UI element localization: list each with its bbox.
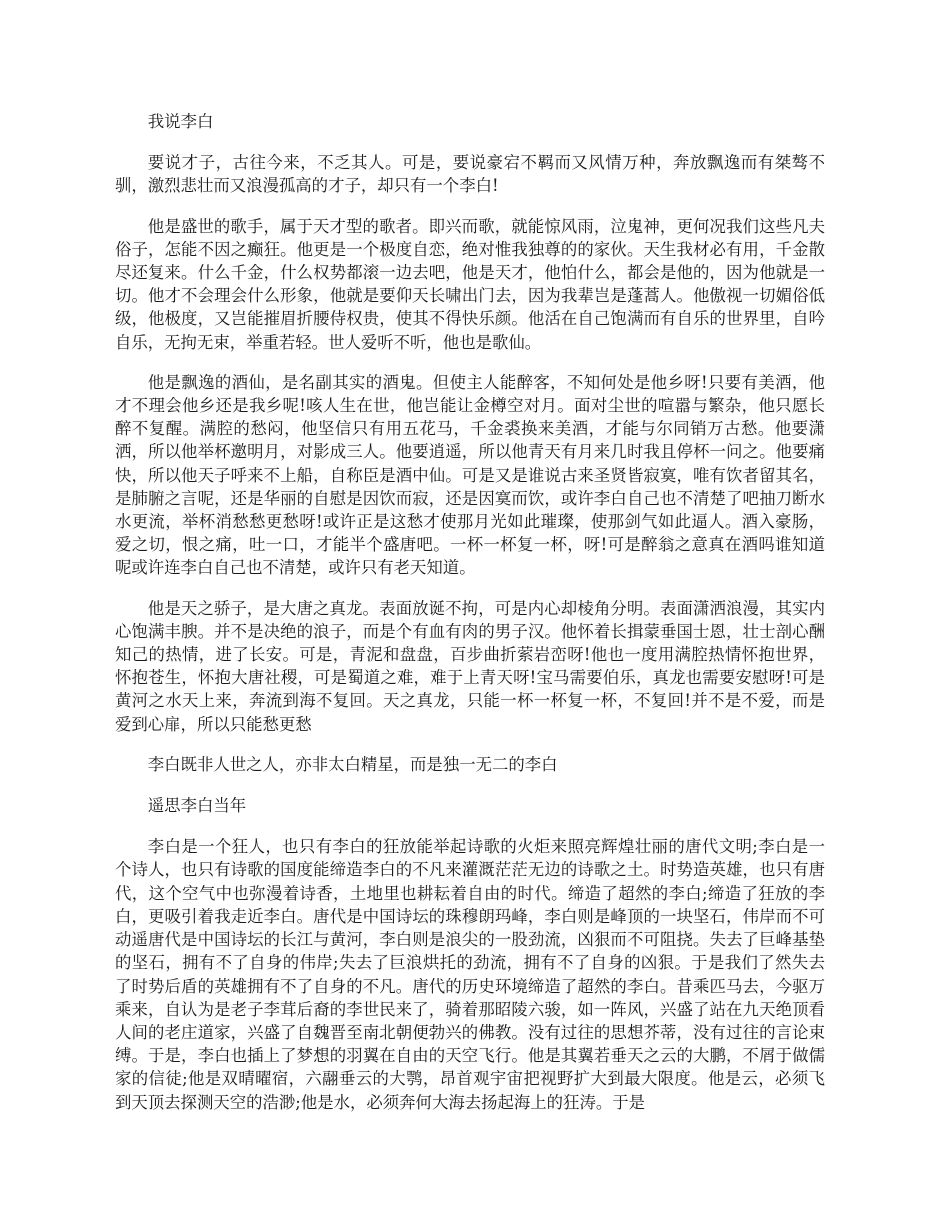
paragraph: 他是盛世的歌手，属于天才型的歌者。即兴而歌，就能惊风雨，泣鬼神，更何况我们这些凡夫俗子，怎能不因之癫狂。他更是一个极度自恋，绝对惟我独尊的的家伙。天生我材必有用，千金散尽还复来。什么千金，什么权势都滚一边去吧，他是天才，他怕什么，都会是他的，因为他就是一切。他才不会理会什么形象，他就是要仰天长啸出门去，因为我辈岂是蓬蒿人。他傲视一切媚俗低级，他极度，又岂能摧眉折腰侍权贵，使其不得快乐颜。他活在自己饱满而有自乐的世界里，自吟自乐，无拘无束，举重若轻。世人爱听不听，他也是歌仙。 xyxy=(115,216,825,352)
paragraph: 他是天之骄子，是大唐之真龙。表面放诞不拘，可是内心却棱角分明。表面潇洒浪漫，其实内心饱满丰腴。并不是决绝的浪子，而是个有血有肉的男子汉。他怀着长揖蒙垂国士恩，壮士剖心酬知己的热情，进了长安。可是，青泥和盘盘，百步曲折萦岩峦呀!他也一度用满腔热情怀抱世界，怀抱苍生，怀抱大唐社稷，可是蜀道之难，难于上青天呀!宝马需要伯乐，真龙也需要安慰呀!可是黄河之水天上来，奔流到海不复回。天之真龙，只能一杯一杯复一杯，不复回!并不是不爱，而是爱到心扉，所以只能愁更愁 xyxy=(115,598,825,734)
document-body xyxy=(115,110,825,1131)
paragraph: 要说才子，古往今来，不乏其人。可是，要说豪宕不羁而又风情万种，奔放飘逸而有桀骜不驯，激烈悲壮而又浪漫孤高的才子，却只有一个李白! xyxy=(115,153,825,196)
paragraph: 李白既非人世之人，亦非太白精星，而是独一无二的李白 xyxy=(147,754,558,774)
paragraph: 李白是一个狂人，也只有李白的狂放能举起诗歌的火炬来照亮辉煌壮丽的唐代文明;李白是一个诗人，也只有诗歌的国度能缔造李白的不凡来灌溉茫茫无边的诗歌之土。时势造英雄，也只有唐代，这个空气中也弥漫着诗香，土地里也耕耘着自由的时代。缔造了超然的李白;缔造了狂放的李白，更吸引着我走近李白。唐代是中国诗坛的珠穆朗玛峰，李白则是峰顶的一块坚石，伟岸而不可动遥唐代是中国诗坛的长江与黄河，李白则是浪尖的一股劲流，凶狠而不可阻挠。失去了巨峰基垫的坚石，拥有不了自身的伟岸;失去了巨浪烘托的劲流，拥有不了自身的凶狠。于是我们了然失去了时势后盾的英雄拥有不了自身的不凡。唐代的历史环境缔造了超然的李白。昔乘匹马去，今驱万乘来，自认为是老子李茸后裔的李世民来了，骑着那昭陵六骏，如一阵风，兴盛了站在九天绝顶看人间的老庄道家，兴盛了自魏晋至南北朝便勃兴的佛教。没有过往的思想芥蒂，没有过往的言论束缚。于是，李白也插上了梦想的羽翼在自由的天空飞行。他是其翼若垂天之云的大鹏，不屑于做儒家的信徒;他是双晴曜宿，六翮垂云的大鹗，昂首观宇宙把视野扩大到最大限度。他是云，必须飞到天顶去探测天空的浩渺;他是水，必须奔何大海去扬起海上的狂涛。于是 xyxy=(115,837,825,1112)
paragraph: 他是飘逸的酒仙，是名副其实的酒鬼。但使主人能醉客，不知何处是他乡呀!只要有美酒，他才不理会他乡还是我乡呢!咳人生在世，他岂能让金樽空对月。面对尘世的喧嚣与繁杂，他只愿长醉不复醒。满腔的愁闷，他坚信只有用五花马，千金裘换来美酒，才能与尔同销万古愁。他要潇洒，所以他举杯邀明月，对影成三人。他要逍遥，所以他青天有月来几时我且停杯一问之。他要痛快，所以他天子呼来不上船，自称臣是酒中仙。可是又是谁说古来圣贤皆寂寞，唯有饮者留其名，是肺腑之言呢，还是华丽的自慰是因饮而寂，还是因寞而饮，或许李白自己也不清楚了吧抽刀断水水更流，举杯消愁愁更愁呀!或许正是这愁才使那月光如此璀璨，使那剑气如此逼人。酒入豪肠，爱之切，恨之痛，吐一口，才能半个盛唐吧。一杯一杯复一杯，呀!可是醉翁之意真在酒吗谁知道呢或许连李白自己也不清楚，或许只有老天知道。 xyxy=(115,372,825,578)
document-title: 我说李白 xyxy=(147,112,214,131)
section-heading: 遥思李白当年 xyxy=(147,796,247,816)
